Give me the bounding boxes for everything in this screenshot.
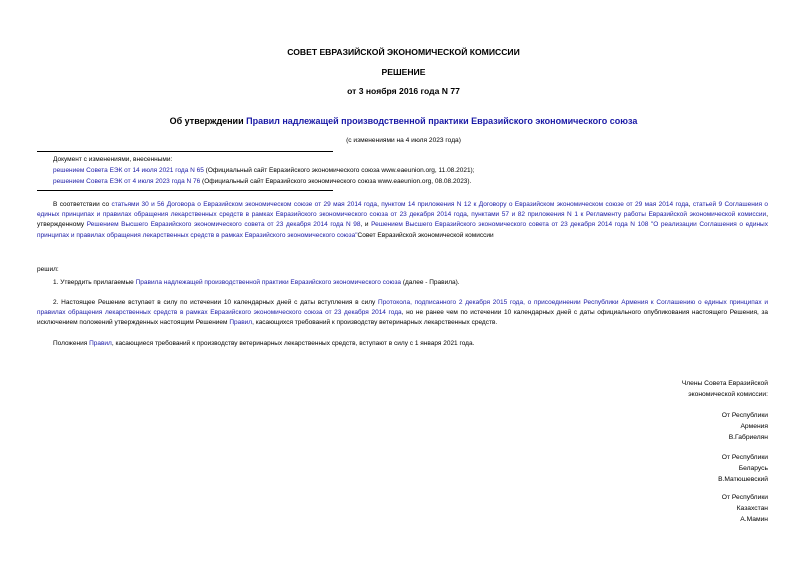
change-text-1: (Официальный сайт Евразийского экономического союза www.eaeunion.org, 11.08.2021); — [203, 167, 475, 174]
signature-block-title: Члены Совета Евразийской экономической комиссии: — [681, 380, 768, 399]
revision-note: (с изменениями на 4 июля 2023 года) — [346, 137, 461, 144]
signature-armenia: От Республики Армения В.Габриелян — [721, 412, 768, 442]
link-decision-98[interactable]: Решением Высшего Евразийского экономического совета от 23 декабря 2014 года N 98 — [86, 221, 361, 229]
doc-date: от 3 ноября 2016 года N 77 — [347, 86, 460, 96]
title-prefix: Об утверждении — [169, 116, 247, 126]
link-regulation-points[interactable]: пунктами 57 и 82 приложения N 1 к Регламенту работы Евразийской экономической комиссии — [471, 211, 767, 219]
item-2: 2. Настоящее Решение вступает в силу по истечении 10 календарных дней с даты вступления в силу Протокола, подписанного 2 декабря 2015 года, о присоединении Республики Армения к Соглашению о единых принципах и правилах обращения лекарственных средств в рамках Евразийского экономического союза от 23 декабря 2014 года, но не ранее чем по истечении 10 календарных дней с даты официального опубликования настоящего Решения, за исключением положений утвержденных настоящим Решением Правил, касающихся требований к производству ветеринарных лекарственных средств. — [37, 299, 768, 327]
link-treaty-articles[interactable]: статьями 30 и 56 Договора о Евразийском экономическом союзе от 29 мая 2014 года — [111, 201, 378, 208]
item-3: Положения Правил, касающиеся требований к производству ветеринарных лекарственных средств, вступают в силу с 1 января 2021 года. — [53, 340, 475, 347]
change-item — [53, 167, 475, 174]
divider-top — [37, 151, 333, 152]
link-protocol[interactable]: Протокола, подписанного 2 декабря 2015 года, о присоединении Республики Армения к Соглашению о единых принципах и правилах обращения лекарственных средств в рамках Евразийского экономического союза от 23 декабря 2014 года — [37, 299, 768, 317]
title-link[interactable]: Правил надлежащей производственной практики Евразийского экономического союза — [246, 116, 638, 126]
decided-label: решил: — [37, 266, 59, 273]
preamble-paragraph: В соответствии со статьями 30 и 56 Договора о Евразийском экономическом союзе от 29 мая 2014 года, пунктом 14 приложения N 12 к Договору о Евразийском экономическом союзе от 29 мая 2014 года, статьей 9 Соглашения о единых принципах и правилах обращения лекарственных средств в рамках Евразийского экономического союза от 23 декабря 2014 года, пунктами 57 и 82 приложения N 1 к Регламенту работы Евразийской экономической комиссии, утвержденному Решением Высшего Евразийского экономического совета от 23 декабря 2014 года N 98, и Решением Высшего Евразийского экономического совета от 23 декабря 2014 года N 108 "О реализации Соглашения о единых принципах и правилах обращения лекарственных средств в рамках Евразийского экономического союза"Совет Евразийской экономической комиссии — [37, 201, 768, 239]
change-text-2: (Официальный сайт Евразийского экономического союза www.eaeunion.org, 08.08.2023). — [200, 178, 472, 185]
change-item — [53, 178, 471, 185]
signature-belarus: От Республики Беларусь В.Матюшевский — [718, 454, 768, 484]
link-agreement-article-9[interactable]: статьей 9 Соглашения о единых принципах и правилах обращения лекарственных средств в рамках Евразийского экономического союза от 23 декабря 2014 года — [37, 201, 768, 219]
changes-intro: Документ с изменениями, внесенными: — [53, 156, 173, 163]
link-rules-2[interactable]: Правил — [89, 340, 112, 347]
doc-title — [0, 116, 807, 126]
change-link-1[interactable]: решением Совета ЕЭК от 14 июля 2021 года N 65 — [53, 167, 204, 174]
org-heading: СОВЕТ ЕВРАЗИЙСКОЙ ЭКОНОМИЧЕСКОЙ КОМИССИИ — [287, 47, 520, 57]
link-decision-108[interactable]: Решением Высшего Евразийского экономического совета от 23 декабря 2014 года N 108 "О реализации Соглашения о единых принципах и правилах обращения лекарственных средств в рамках Евразийского экономического союза" — [37, 221, 768, 239]
signature-kazakhstan: От Республики Казахстан А.Мамин — [721, 494, 768, 524]
link-rules[interactable]: Правил — [229, 319, 253, 327]
link-gmp-rules[interactable]: Правила надлежащей производственной практики Евразийского экономического союза — [135, 279, 402, 286]
doc-type: РЕШЕНИЕ — [381, 67, 426, 77]
divider-bottom — [37, 190, 333, 191]
change-link-2[interactable]: решением Совета ЕЭК от 4 июля 2023 года N 76 — [53, 178, 201, 185]
link-annex-12[interactable]: пунктом 14 приложения N 12 к Договору о Евразийском экономическом союзе от 29 мая 2014 года — [381, 201, 689, 208]
item-1: 1. Утвердить прилагаемые Правила надлежащей производственной практики Евразийского экономического союза (далее - Правила). — [53, 279, 460, 286]
